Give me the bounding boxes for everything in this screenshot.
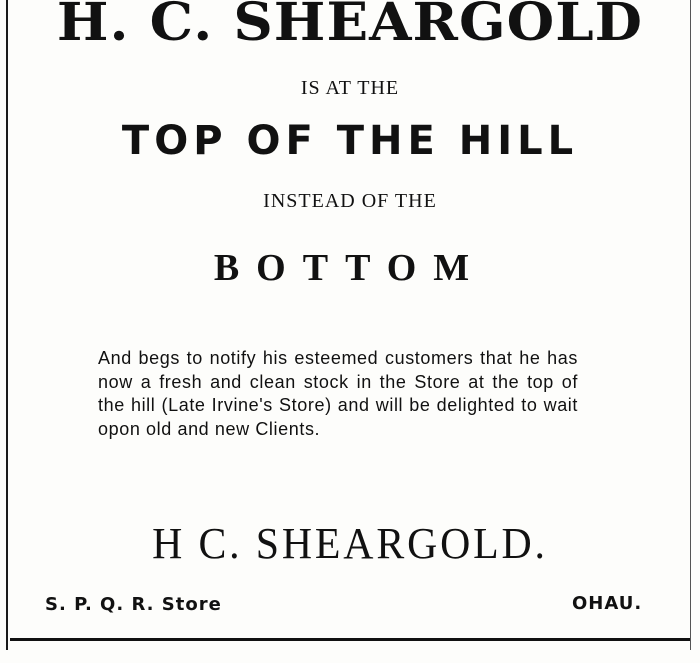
store-name: S. P. Q. R. Store — [45, 594, 222, 615]
subheading-is-at: IS AT THE — [300, 77, 400, 99]
masthead-title: H. C. SHEARGOLD — [56, 0, 644, 53]
body-paragraph: And begs to notify his esteemed customers that he has now a fresh and clean stock in the Store at the top of the hill (Late Irvine's Store) and will be delighted to wait opon old and new Clients. — [98, 348, 578, 439]
bottom-border-rule — [10, 638, 690, 641]
location-name: OHAU. — [572, 593, 643, 614]
headline-bottom: BOTTOM — [213, 247, 487, 289]
subheading-instead: INSTEAD OF THE — [263, 190, 437, 212]
headline-top-of-hill: TOP OF THE HILL — [121, 118, 579, 164]
signature-name: H C. SHEARGOLD. — [152, 519, 548, 568]
